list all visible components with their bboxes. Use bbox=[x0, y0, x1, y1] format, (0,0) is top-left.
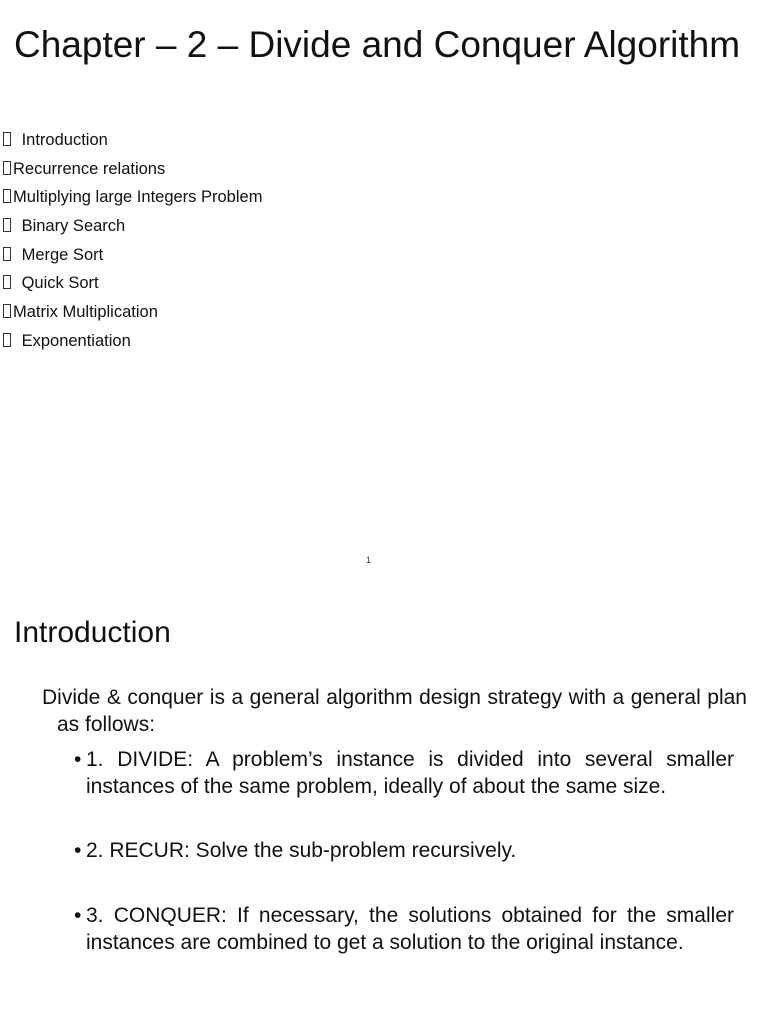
topic-item: Multiplying large Integers Problem bbox=[3, 183, 262, 212]
missing-glyph-icon bbox=[3, 218, 11, 232]
topic-item: Exponentiation bbox=[3, 327, 262, 356]
slide-2 bbox=[0, 580, 768, 1024]
missing-glyph-icon bbox=[3, 189, 11, 203]
missing-glyph-icon bbox=[3, 161, 11, 175]
list-item: • 3. CONQUER: If necessary, the solutions obtained for the smaller instances are combined to get a solution to the original instance. bbox=[74, 904, 734, 954]
page-number: 1 bbox=[366, 555, 372, 565]
topic-item: Introduction bbox=[3, 126, 262, 155]
bullet: • bbox=[74, 748, 82, 771]
bullet: • bbox=[74, 904, 82, 927]
topic-item: Quick Sort bbox=[3, 269, 262, 298]
missing-glyph-icon bbox=[3, 333, 11, 347]
intro-paragraph: Divide & conquer is a general algorithm design strategy with a general plan as follows: bbox=[42, 686, 747, 736]
topic-item: Binary Search bbox=[3, 212, 262, 241]
slide-title: Introduction bbox=[14, 616, 171, 649]
topic-item: Merge Sort bbox=[3, 241, 262, 270]
missing-glyph-icon bbox=[3, 304, 11, 318]
bullet: • bbox=[74, 839, 82, 862]
list-item: • 1. DIVIDE: A problem’s instance is divided into several smaller instances of the same problem, ideally of about the same size. bbox=[74, 748, 734, 798]
step-list bbox=[74, 746, 734, 993]
topic-list bbox=[3, 126, 262, 356]
missing-glyph-icon bbox=[3, 275, 11, 289]
topic-item: Matrix Multiplication bbox=[3, 298, 262, 327]
missing-glyph-icon bbox=[3, 247, 11, 261]
topic-item: Recurrence relations bbox=[3, 155, 262, 184]
slide-title: Chapter – 2 – Divide and Conquer Algorithm bbox=[14, 24, 741, 65]
missing-glyph-icon bbox=[3, 132, 11, 146]
list-item: • 2. RECUR: Solve the sub-problem recursively. bbox=[74, 839, 517, 862]
